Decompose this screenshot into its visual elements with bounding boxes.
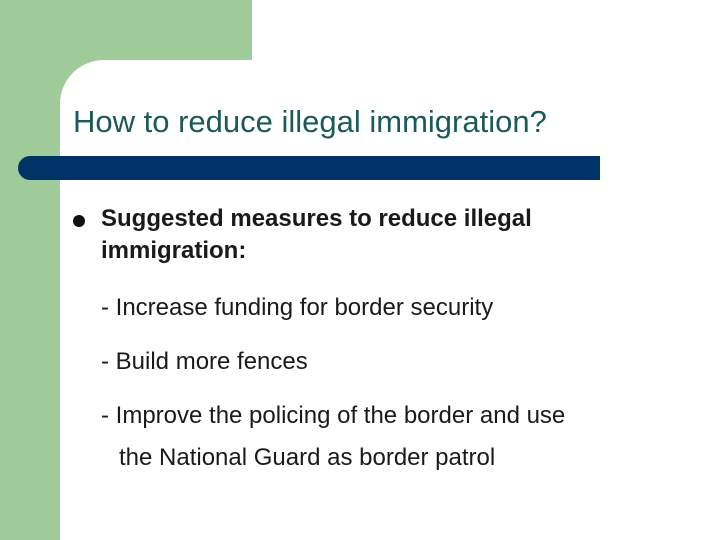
slide-title: How to reduce illegal immigration? (73, 104, 547, 139)
title-divider-bar (18, 156, 600, 180)
subitem-funding: - Increase funding for border security (101, 294, 494, 321)
subitem-policing-line1: - Improve the policing of the border and use (101, 402, 566, 429)
bullet-dot-icon (73, 215, 85, 227)
subitem-fences: - Build more fences (101, 348, 308, 375)
main-bullet-text: Suggested measures to reduce illegal immigration: (101, 205, 532, 264)
subitem-policing-line2: the National Guard as border patrol (119, 444, 496, 471)
